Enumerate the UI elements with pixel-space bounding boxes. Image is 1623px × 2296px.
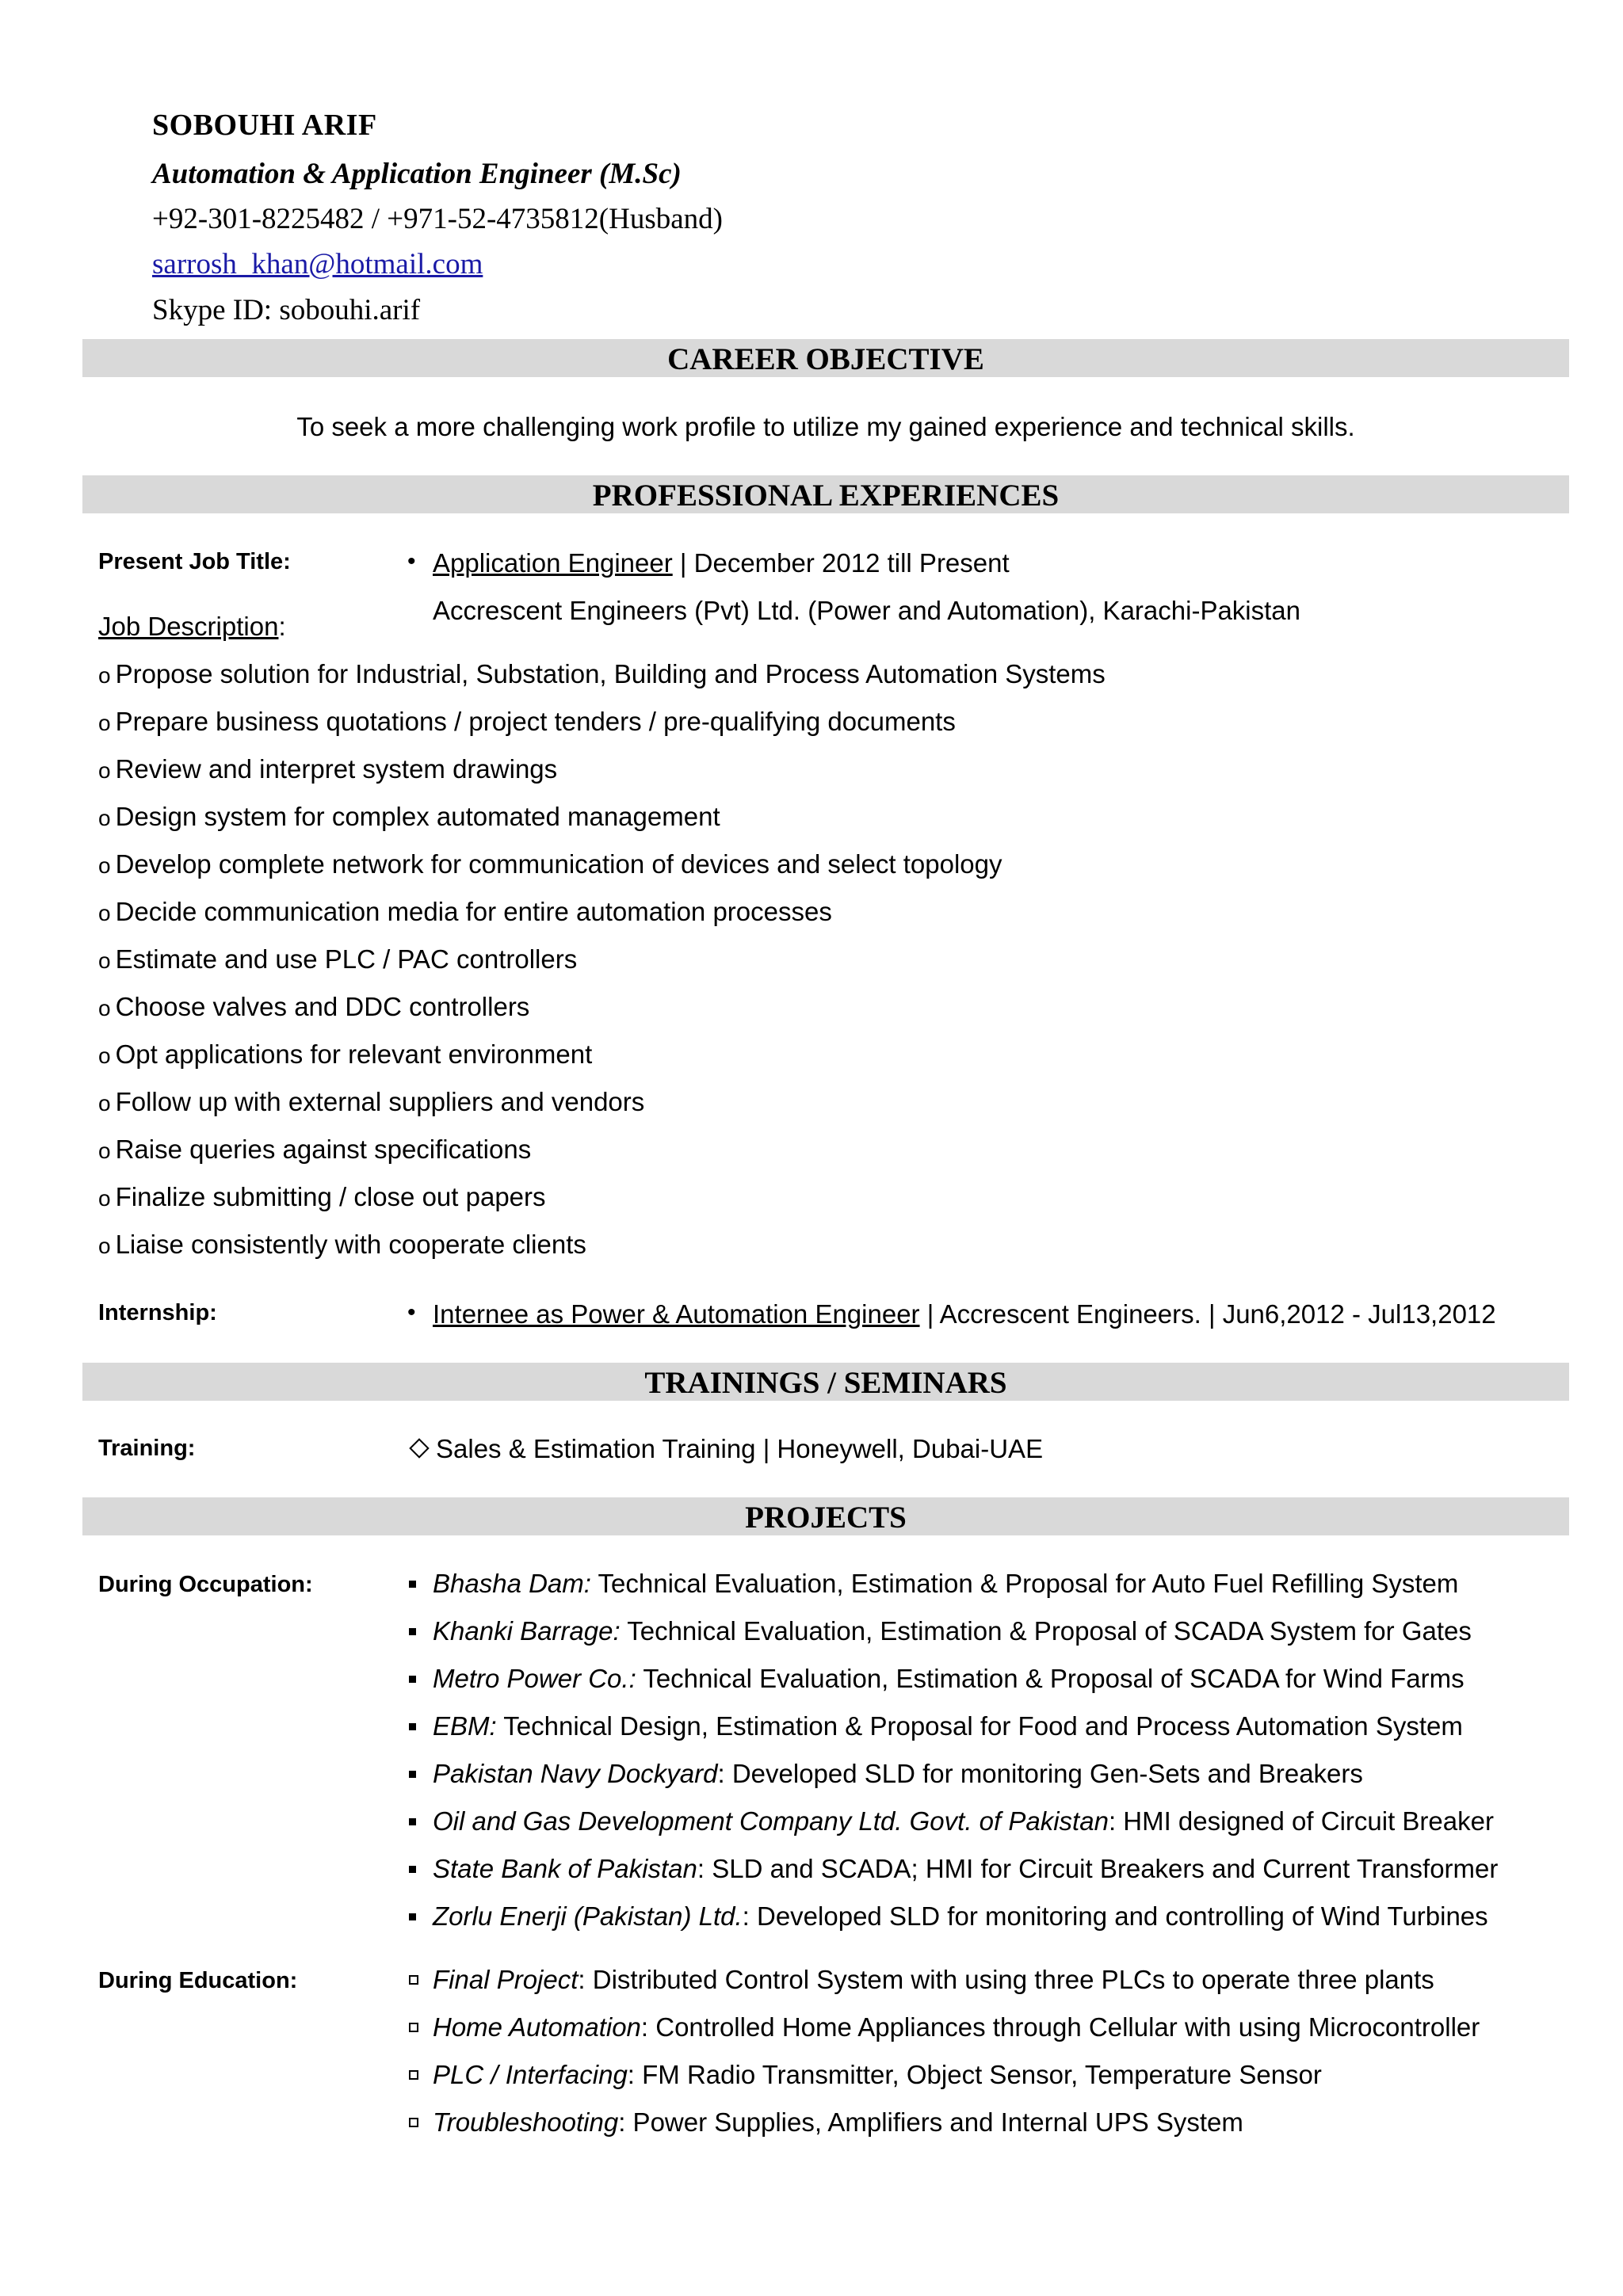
project-item	[433, 2012, 1480, 2042]
duty-text: Design system for complex automated management	[115, 802, 720, 831]
duty-item	[98, 1182, 546, 1212]
project-description: Technical Evaluation, Estimation & Proposal of SCADA for Wind Farms	[636, 1664, 1465, 1693]
candidate-name: SOBOUHI ARIF	[152, 109, 377, 142]
project-item	[433, 1901, 1488, 1932]
training-label: Training:	[98, 1436, 196, 1461]
project-item	[433, 1854, 1498, 1884]
project-item	[433, 2107, 1243, 2138]
project-name: PLC / Interfacing	[433, 2060, 628, 2089]
project-description: : SLD and SCADA; HMI for Circuit Breakers and Current Transformer	[697, 1854, 1499, 1883]
internship-line	[407, 1299, 1496, 1329]
job-description-label	[98, 612, 286, 642]
duty-item	[98, 659, 1106, 689]
project-description: Technical Evaluation, Estimation & Proposal for Auto Fuel Refilling System	[590, 1569, 1459, 1598]
duty-item	[98, 802, 720, 832]
duty-item	[98, 944, 577, 974]
project-description: : Developed SLD for monitoring Gen-Sets and Breakers	[717, 1759, 1363, 1788]
project-item	[433, 1806, 1494, 1836]
job-period: | December 2012 till Present	[672, 548, 1010, 578]
circle-bullet-icon: o	[98, 758, 111, 783]
duty-item	[98, 1230, 586, 1260]
hollow-square-bullet-icon	[409, 2023, 418, 2032]
duty-text: Raise queries against specifications	[115, 1135, 532, 1164]
project-name: Troubleshooting	[433, 2107, 619, 2137]
square-bullet-icon	[409, 1723, 416, 1730]
candidate-title: Automation & Application Engineer (M.Sc)	[152, 158, 682, 190]
circle-bullet-icon: o	[98, 1043, 111, 1068]
project-name: Final Project	[433, 1965, 579, 1994]
square-bullet-icon	[409, 1913, 416, 1920]
circle-bullet-icon: o	[98, 901, 111, 925]
circle-bullet-icon: o	[98, 1186, 111, 1211]
project-item	[433, 1616, 1472, 1646]
project-name: State Bank of Pakistan	[433, 1854, 697, 1883]
circle-bullet-icon: o	[98, 711, 111, 735]
duty-item	[98, 707, 956, 737]
square-bullet-icon	[409, 1818, 416, 1825]
duty-text: Estimate and use PLC / PAC controllers	[115, 944, 578, 974]
project-description: : Power Supplies, Amplifiers and Internal UPS System	[618, 2107, 1243, 2137]
project-description: : HMI designed of Circuit Breaker	[1108, 1806, 1494, 1836]
section-trainings-seminars: TRAININGS / SEMINARS	[82, 1363, 1569, 1401]
duty-text: Liaise consistently with cooperate clients	[115, 1230, 586, 1259]
project-item	[433, 1965, 1434, 1995]
hollow-square-bullet-icon	[409, 2070, 418, 2080]
circle-bullet-icon: o	[98, 1091, 111, 1116]
project-description: Technical Design, Estimation & Proposal for Food and Process Automation System	[496, 1711, 1463, 1741]
section-career-objective: CAREER OBJECTIVE	[82, 339, 1569, 377]
project-name: Metro Power Co.:	[433, 1664, 636, 1693]
project-name: Home Automation	[433, 2012, 641, 2042]
training-text: Sales & Estimation Training | Honeywell, Dubai-UAE	[436, 1434, 1044, 1463]
square-bullet-icon	[409, 1628, 416, 1635]
circle-bullet-icon: o	[98, 1234, 111, 1258]
duty-item	[98, 992, 529, 1022]
job-description-text: Job Description	[98, 612, 279, 641]
hollow-square-bullet-icon	[409, 1975, 418, 1985]
duty-text: Review and interpret system drawings	[115, 754, 558, 784]
square-bullet-icon	[409, 1581, 416, 1588]
square-bullet-icon	[409, 1676, 416, 1683]
project-description: : Controlled Home Appliances through Cellular with using Microcontroller	[640, 2012, 1480, 2042]
circle-bullet-icon: o	[98, 948, 111, 973]
duty-item	[98, 849, 1002, 879]
present-job-line	[407, 548, 1010, 578]
internship-details: | Accrescent Engineers. | Jun6,2012 - Jul13,2012	[919, 1299, 1496, 1329]
circle-bullet-icon: o	[98, 806, 111, 830]
duty-item	[98, 754, 557, 784]
duty-text: Finalize submitting / close out papers	[115, 1182, 546, 1211]
duty-text: Prepare business quotations / project tenders / pre-qualifying documents	[115, 707, 956, 736]
project-name: Oil and Gas Development Company Ltd. Govt. of Pakistan	[433, 1806, 1109, 1836]
duty-text: Choose valves and DDC controllers	[115, 992, 530, 1021]
project-item	[433, 1664, 1465, 1694]
duty-text: Opt applications for relevant environment	[115, 1039, 593, 1069]
circle-bullet-icon: o	[98, 1138, 111, 1163]
bullet-icon: •	[407, 548, 416, 574]
circle-bullet-icon: o	[98, 663, 111, 688]
duty-text: Propose solution for Industrial, Substation, Building and Process Automation Systems	[115, 659, 1106, 688]
bullet-icon: •	[407, 1299, 416, 1325]
project-description: : Distributed Control System with using three PLCs to operate three plants	[578, 1965, 1434, 1994]
email-link[interactable]: sarrosh_khan@hotmail.com	[152, 248, 483, 280]
duty-item	[98, 1039, 592, 1070]
duty-text: Follow up with external suppliers and vendors	[115, 1087, 645, 1116]
project-item	[433, 1759, 1363, 1789]
project-item	[433, 2060, 1322, 2090]
duty-text: Decide communication media for entire automation processes	[115, 897, 832, 926]
circle-bullet-icon: o	[98, 996, 111, 1020]
square-bullet-icon	[409, 1771, 416, 1778]
project-name: EBM:	[433, 1711, 497, 1741]
duty-item	[98, 897, 832, 927]
project-name: Bhasha Dam:	[433, 1569, 591, 1598]
duty-item	[98, 1135, 531, 1165]
during-education-label: During Education:	[98, 1968, 298, 1993]
during-occupation-label: During Occupation:	[98, 1572, 313, 1597]
job-title: Application Engineer	[433, 548, 673, 578]
project-description: Technical Evaluation, Estimation & Proposal of SCADA System for Gates	[620, 1616, 1472, 1646]
duty-text: Develop complete network for communication of devices and select topology	[115, 849, 1002, 879]
hollow-square-bullet-icon	[409, 2118, 418, 2127]
project-item	[433, 1711, 1463, 1741]
square-bullet-icon	[409, 1866, 416, 1873]
project-description: : Developed SLD for monitoring and controlling of Wind Turbines	[742, 1901, 1488, 1931]
project-description: : FM Radio Transmitter, Object Sensor, Temperature Sensor	[627, 2060, 1322, 2089]
job-description-colon: :	[278, 612, 286, 641]
project-name: Zorlu Enerji (Pakistan) Ltd.	[433, 1901, 743, 1931]
project-item	[433, 1569, 1458, 1599]
project-name: Pakistan Navy Dockyard	[433, 1759, 718, 1788]
section-professional-experiences: PROFESSIONAL EXPERIENCES	[82, 475, 1569, 513]
present-job-label: Present Job Title:	[98, 549, 291, 574]
internship-label: Internship:	[98, 1300, 217, 1325]
circle-bullet-icon: o	[98, 853, 111, 878]
phone-numbers: +92-301-8225482 / +971-52-4735812(Husband)	[152, 203, 723, 235]
duty-item	[98, 1087, 644, 1117]
objective-text: To seek a more challenging work profile to utilize my gained experience and technical skills.	[296, 412, 1355, 441]
training-line	[412, 1434, 1043, 1464]
project-name: Khanki Barrage:	[433, 1616, 621, 1646]
skype-id: Skype ID: sobouhi.arif	[152, 294, 421, 326]
company-line: Accrescent Engineers (Pvt) Ltd. (Power and Automation), Karachi-Pakistan	[433, 596, 1301, 625]
section-projects: PROJECTS	[82, 1497, 1569, 1535]
internship-title: Internee as Power & Automation Engineer	[433, 1299, 920, 1329]
diamond-bullet-icon	[409, 1438, 429, 1458]
